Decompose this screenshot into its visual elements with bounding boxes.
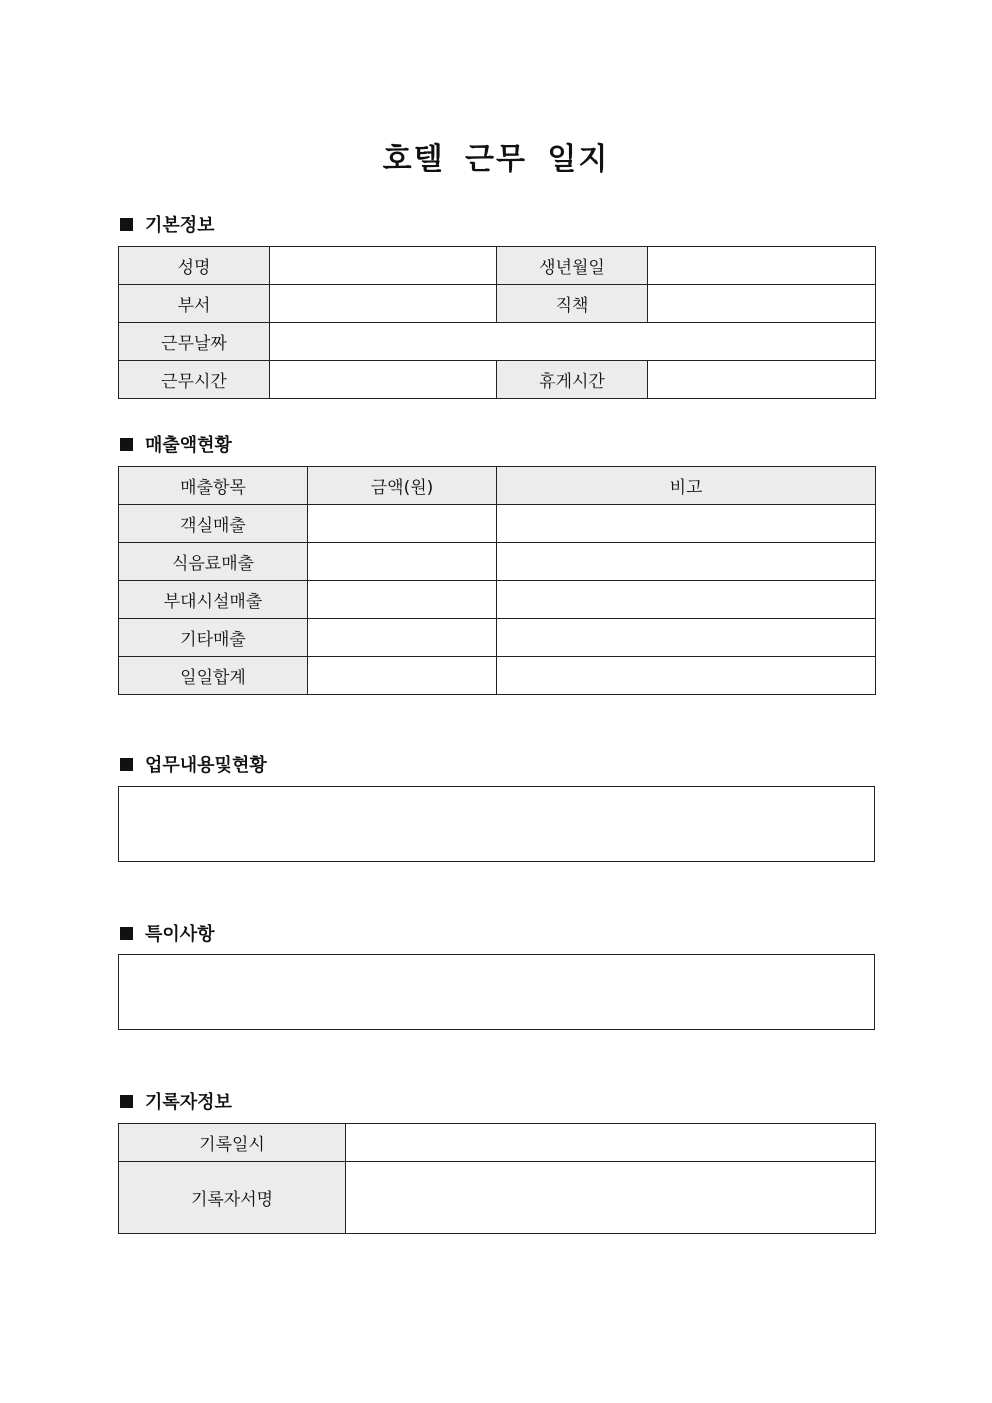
section-heading-notes xyxy=(120,921,215,945)
break-field[interactable] xyxy=(648,361,876,399)
table-row xyxy=(119,581,876,619)
section-heading-sales xyxy=(120,432,232,456)
section-title: 업무내용및현황 xyxy=(145,755,267,776)
work-date-label: 근무날짜 xyxy=(119,323,270,361)
section-heading-recorder xyxy=(120,1089,232,1113)
section-title: 특이사항 xyxy=(145,924,215,945)
recorder-table xyxy=(118,1123,876,1234)
row-label: 객실매출 xyxy=(119,505,308,543)
column-header: 매출항목 xyxy=(119,467,308,505)
sales-table xyxy=(118,466,876,695)
table-row xyxy=(119,247,876,285)
table-row xyxy=(119,619,876,657)
row-label: 일일합계 xyxy=(119,657,308,695)
square-bullet-icon xyxy=(120,758,133,771)
dept-label: 부서 xyxy=(119,285,270,323)
table-row xyxy=(119,323,876,361)
remark-field[interactable] xyxy=(497,619,876,657)
amount-field[interactable] xyxy=(308,543,497,581)
table-row xyxy=(119,505,876,543)
record-datetime-label: 기록일시 xyxy=(119,1124,346,1162)
square-bullet-icon xyxy=(120,927,133,940)
row-label: 식음료매출 xyxy=(119,543,308,581)
section-title: 기본정보 xyxy=(145,215,215,236)
work-date-field[interactable] xyxy=(270,323,876,361)
record-datetime-field[interactable] xyxy=(346,1124,876,1162)
amount-field[interactable] xyxy=(308,619,497,657)
work-content-box[interactable] xyxy=(118,786,875,862)
position-label: 직책 xyxy=(497,285,648,323)
remark-field[interactable] xyxy=(497,543,876,581)
column-header: 비고 xyxy=(497,467,876,505)
table-row xyxy=(119,285,876,323)
amount-field[interactable] xyxy=(308,657,497,695)
section-title: 매출액현황 xyxy=(145,435,232,456)
column-header: 금액(원) xyxy=(308,467,497,505)
remark-field[interactable] xyxy=(497,581,876,619)
row-label: 부대시설매출 xyxy=(119,581,308,619)
name-field[interactable] xyxy=(270,247,497,285)
name-label: 성명 xyxy=(119,247,270,285)
page-title: 호텔 근무 일지 xyxy=(382,142,610,177)
square-bullet-icon xyxy=(120,1095,133,1108)
table-row xyxy=(119,1124,876,1162)
basic-info-table xyxy=(118,246,876,399)
work-hours-field[interactable] xyxy=(270,361,497,399)
special-notes-box[interactable] xyxy=(118,954,875,1030)
square-bullet-icon xyxy=(120,438,133,451)
section-heading-basic xyxy=(120,212,215,236)
remark-field[interactable] xyxy=(497,657,876,695)
section-title: 기록자정보 xyxy=(145,1092,232,1113)
table-row xyxy=(119,361,876,399)
signature-label: 기록자서명 xyxy=(119,1162,346,1234)
amount-field[interactable] xyxy=(308,505,497,543)
table-row xyxy=(119,657,876,695)
birth-label: 생년월일 xyxy=(497,247,648,285)
table-row xyxy=(119,1162,876,1234)
square-bullet-icon xyxy=(120,218,133,231)
amount-field[interactable] xyxy=(308,581,497,619)
dept-field[interactable] xyxy=(270,285,497,323)
signature-field[interactable] xyxy=(346,1162,876,1234)
birth-field[interactable] xyxy=(648,247,876,285)
row-label: 기타매출 xyxy=(119,619,308,657)
work-hours-label: 근무시간 xyxy=(119,361,270,399)
table-row xyxy=(119,543,876,581)
remark-field[interactable] xyxy=(497,505,876,543)
position-field[interactable] xyxy=(648,285,876,323)
table-header-row xyxy=(119,467,876,505)
break-label: 휴게시간 xyxy=(497,361,648,399)
section-heading-work xyxy=(120,752,267,776)
